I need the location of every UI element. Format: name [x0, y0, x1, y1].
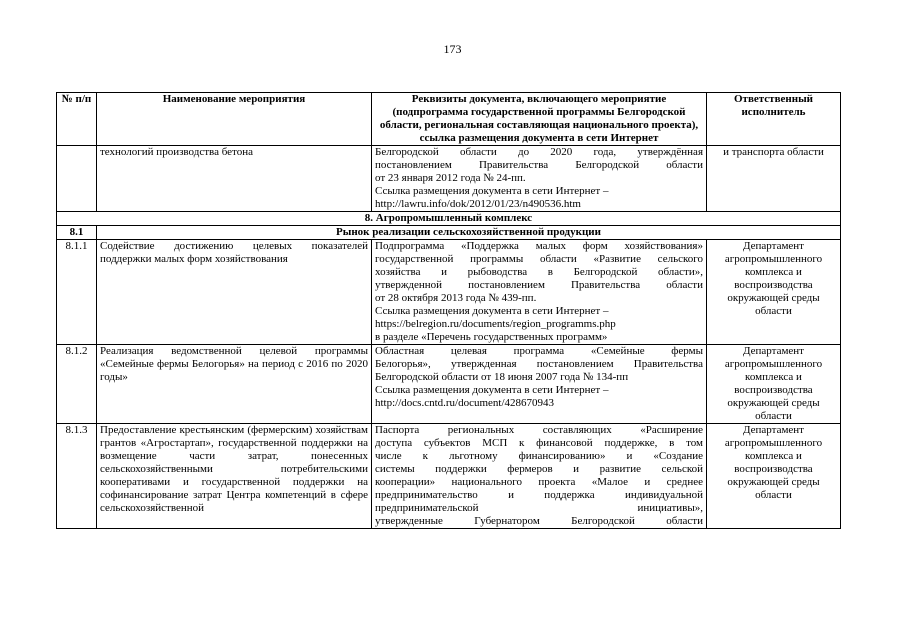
table-row-8-1-3	[57, 424, 841, 529]
subsection-title: Рынок реализации сельскохозяйственной продукции	[97, 226, 841, 240]
table-row-8-1-1	[57, 240, 841, 345]
cell-num: 8.1.2	[57, 345, 97, 424]
measures-table	[56, 92, 841, 529]
cell-name: технологий производства бетона	[97, 146, 372, 212]
cell-requisites: Паспорта региональных составляющих «Расширение доступа субъектов МСП к финансовой поддержке, в том числе к льготному финансированию» и «Создание системы поддержки фермеров и развитие сельской кооперации» национального проекта «Малое и среднее предпринимательство и поддержка индивидуальной предпринимательской инициативы», утвержденные Губернатором Белгородской области	[372, 424, 707, 529]
header-num: № п/п	[57, 93, 97, 146]
cell-num: 8.1.3	[57, 424, 97, 529]
cell-name: Содействие достижению целевых показателей поддержки малых форм хозяйствования	[97, 240, 372, 345]
cell-executor: Департамент агропромышленного комплекса и воспроизводства окружающей среды области	[707, 240, 841, 345]
subsection-row	[57, 226, 841, 240]
subsection-num: 8.1	[57, 226, 97, 240]
table-row-8-1-2	[57, 345, 841, 424]
cell-num	[57, 146, 97, 212]
table-row-continuation	[57, 146, 841, 212]
header-requisites: Реквизиты документа, включающего мероприятие (подпрограмма государственной программы Белгородской области, региональная составляющая национального проекта), ссылка размещения документа в сети Интернет	[372, 93, 707, 146]
section-row	[57, 212, 841, 226]
cell-executor: Департамент агропромышленного комплекса и воспроизводства окружающей среды области	[707, 345, 841, 424]
cell-executor: Департамент агропромышленного комплекса и воспроизводства окружающей среды области	[707, 424, 841, 529]
section-title: 8. Агропромышленный комплекс	[57, 212, 841, 226]
page-number: 173	[443, 42, 462, 56]
cell-num: 8.1.1	[57, 240, 97, 345]
cell-requisites: Белгородской области до 2020 года, утверждённая постановлением Правительства Белгородской области от 23 января 2012 года № 24-пп. Ссылка размещения документа в сети Интернет – http://lawru.info/dok/2012/01/23/n490536.htm	[372, 146, 707, 212]
cell-requisites: Подпрограмма «Поддержка малых форм хозяйствования» государственной программы области «Развитие сельского хозяйства и рыбоводства в Белгородской области», утвержденной постановлением Правительства области от 28 октября 2013 года № 439-пп. Ссылка размещения документа в сети Интернет – https://belregion.ru/documents/region_programms.php в разделе «Перечень государственных программ»	[372, 240, 707, 345]
header-name: Наименование мероприятия	[97, 93, 372, 146]
cell-executor: и транспорта области	[707, 146, 841, 212]
header-executor: Ответственный исполнитель	[707, 93, 841, 146]
table-header-row	[57, 93, 841, 146]
cell-name: Предоставление крестьянским (фермерским) хозяйствам грантов «Агростартап», государственной поддержки на возмещение части затрат, понесенных сельскохозяйственными потребительскими кооперативами и государственной поддержки на софинансирование затрат Центра компетенций в сфере сельскохозяйственной	[97, 424, 372, 529]
cell-name: Реализация ведомственной целевой программы «Семейные фермы Белогорья» на период с 2016 по 2020 годы»	[97, 345, 372, 424]
cell-requisites: Областная целевая программа «Семейные фермы Белогорья», утвержденная постановлением Правительства Белгородской области от 18 июня 2007 года № 134-пп Ссылка размещения документа в сети Интернет – http://docs.cntd.ru/document/428670943	[372, 345, 707, 424]
